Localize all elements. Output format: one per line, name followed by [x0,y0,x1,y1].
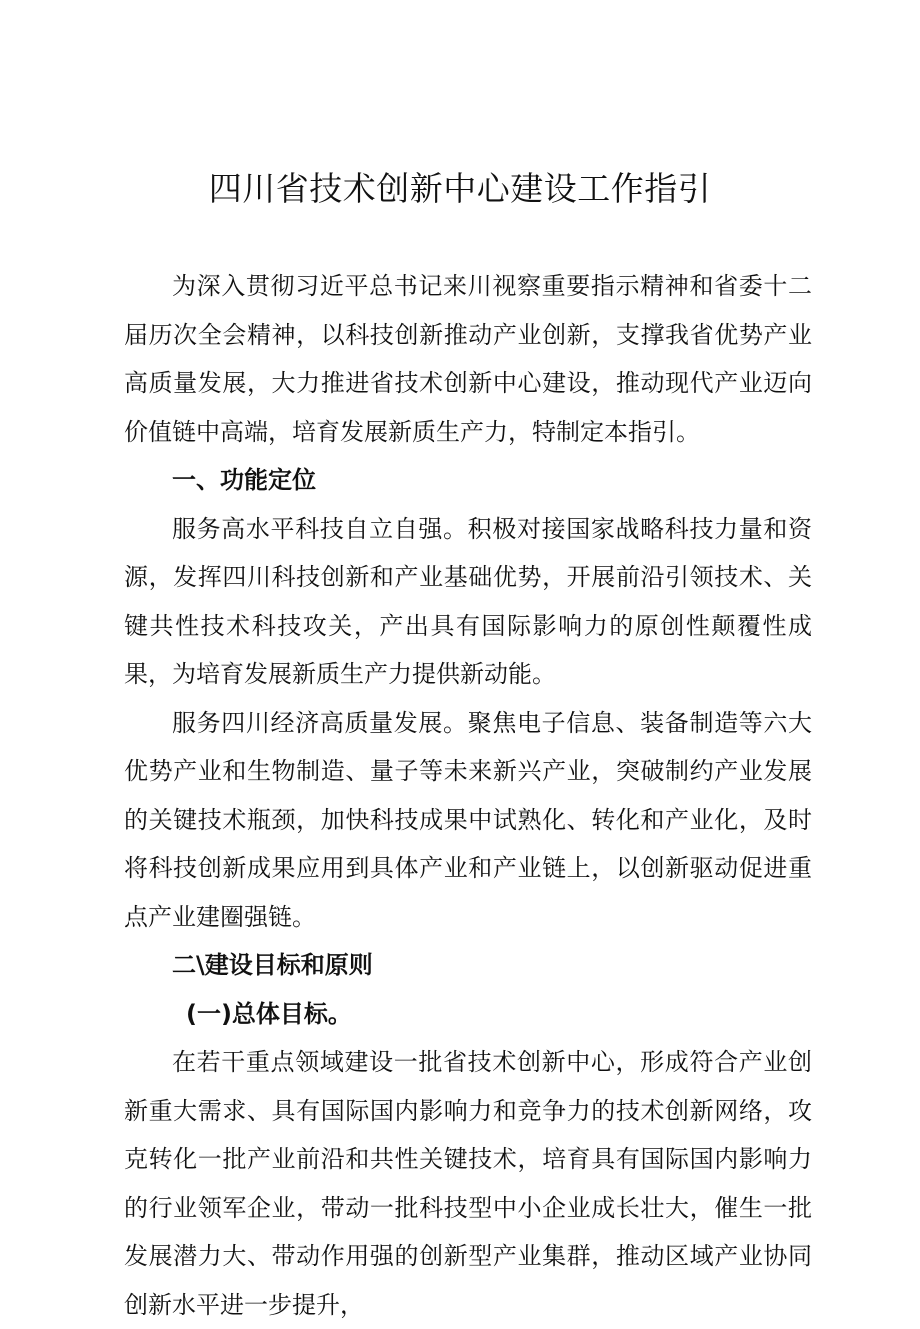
document-body [124,262,812,1329]
section-2-paragraph-1: 在若干重点领域建设一批省技术创新中心，形成符合产业创新重大需求、具有国际国内影响力和竞争力的技术创新网络，攻克转化一批产业前沿和共性关键技术，培育具有国际国内影响力的行业领军企业，带动一批科技型中小企业成长壮大，催生一批发展潜力大、带动作用强的创新型产业集群，推动区域产业协同创新水平进一步提升， [124,1048,812,1319]
section-1-heading: 一、功能定位 [172,466,316,494]
section-1-paragraph-2: 服务四川经济高质量发展。聚焦电子信息、装备制造等六大优势产业和生物制造、量子等未来新兴产业，突破制约产业发展的关键技术瓶颈，加快科技成果中试熟化、转化和产业化，及时将科技创新成果应用到具体产业和产业链上，以创新驱动促进重点产业建圈强链。 [124,708,812,931]
section-2-heading: 二\建设目标和原则 [172,951,373,979]
intro-paragraph: 为深入贯彻习近平总书记来川视察重要指示精神和省委十二届历次全会精神，以科技创新推动产业创新，支撑我省优势产业高质量发展，大力推进省技术创新中心建设，推动现代产业迈向价值链中高端，培育发展新质生产力，特制定本指引。 [124,272,812,446]
document-title: 四川省技术创新中心建设工作指引 [208,169,712,208]
section-2-subheading: (一)总体目标。 [186,999,352,1028]
section-1-paragraph-1: 服务高水平科技自立自强。积极对接国家战略科技力量和资源，发挥四川科技创新和产业基础优势，开展前沿引领技术、关键共性技术科技攻关，产出具有国际影响力的原创性颠覆性成果，为培育发展新质生产力提供新动能。 [124,514,812,688]
